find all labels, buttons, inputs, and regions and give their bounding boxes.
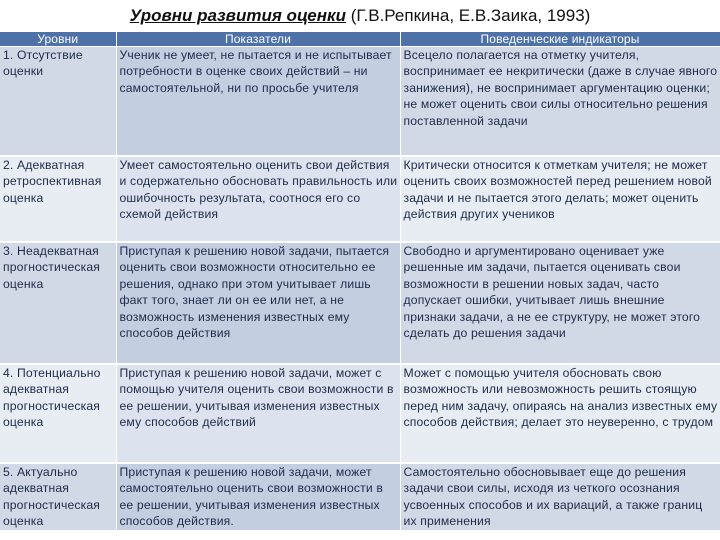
cell-behavior: Может с помощью учителя обосновать свою возможность или невозможность решить стоящую перед ним задачу, опираясь на анализ известных ему способов действия; делает это неуверенно, с трудом [400, 364, 720, 463]
header-behavior: Поведенческие индикаторы [400, 32, 720, 47]
table-row [0, 47, 720, 157]
title-main: Уровни развития оценки [129, 6, 346, 25]
table-row [0, 364, 720, 463]
cell-behavior: Самостоятельно обосновывает еще до решения задачи свои силы, исходя из четкого осознания усвоенных способов и их вариаций, а также границ их применения [400, 463, 720, 531]
cell-indicator: Умеет самостоятельно оценить свои действия и содержательно обосновать правильность или ошибочность результата, соотнося его со схемой действия [116, 156, 400, 242]
cell-indicator: Приступая к решению новой задачи, пытается оценить свои возможности относительно ее решения, однако при этом учитывает лишь факт того, знает ли он ее или нет, а не возможность изменения известных ему способов действия [116, 242, 400, 364]
cell-behavior: Всецело полагается на отметку учителя, воспринимает ее некритически (даже в случае явного занижения), не воспринимает аргументацию оценки; не может оценить свои силы относительно решения поставленной задачи [400, 47, 720, 157]
cell-level: 1. Отсутствие оценки [0, 47, 116, 157]
cell-level: 5. Актуально адекватная прогностическая оценка [0, 463, 116, 531]
page-title [0, 6, 720, 26]
cell-behavior: Критически относится к отметкам учителя; не может оценить своих возможностей перед решением новой задачи и не пытается этого делать; может оценить действия других учеников [400, 156, 720, 242]
header-indicators: Показатели [116, 32, 400, 47]
table-row [0, 242, 720, 364]
cell-level: 3. Неадекватная прогностическая оценка [0, 242, 116, 364]
cell-level: 4. Потенциально адекватная прогностическая оценка [0, 364, 116, 463]
cell-behavior: Свободно и аргументировано оценивает уже решенные им задачи, пытается оценивать свои возможности в решении новых задач, часто допускает ошибки, учитывает лишь внешние признаки задачи, а не ее структуру, не может этого сделать до решения задачи [400, 242, 720, 364]
title-authors: (Г.В.Репкина, Е.В.Заика, 1993) [350, 6, 591, 25]
cell-indicator: Приступая к решению новой задачи, может с помощью учителя оценить свои возможности в ее решении, учитывая изменения известных ему способов действий [116, 364, 400, 463]
cell-indicator: Приступая к решению новой задачи, может самостоятельно оценить свои возможности в ее решении, учитывая изменения известных способов действия. [116, 463, 400, 531]
assessment-levels-table [0, 32, 720, 532]
table-row [0, 156, 720, 242]
cell-level: 2. Адекватная ретроспективная оценка [0, 156, 116, 242]
header-levels: Уровни [0, 32, 116, 47]
table-row [0, 463, 720, 531]
cell-indicator: Ученик не умеет, не пытается и не испытывает потребности в оценке своих действий – ни самостоятельной, ни по просьбе учителя [116, 47, 400, 157]
table-header-row [0, 32, 720, 47]
